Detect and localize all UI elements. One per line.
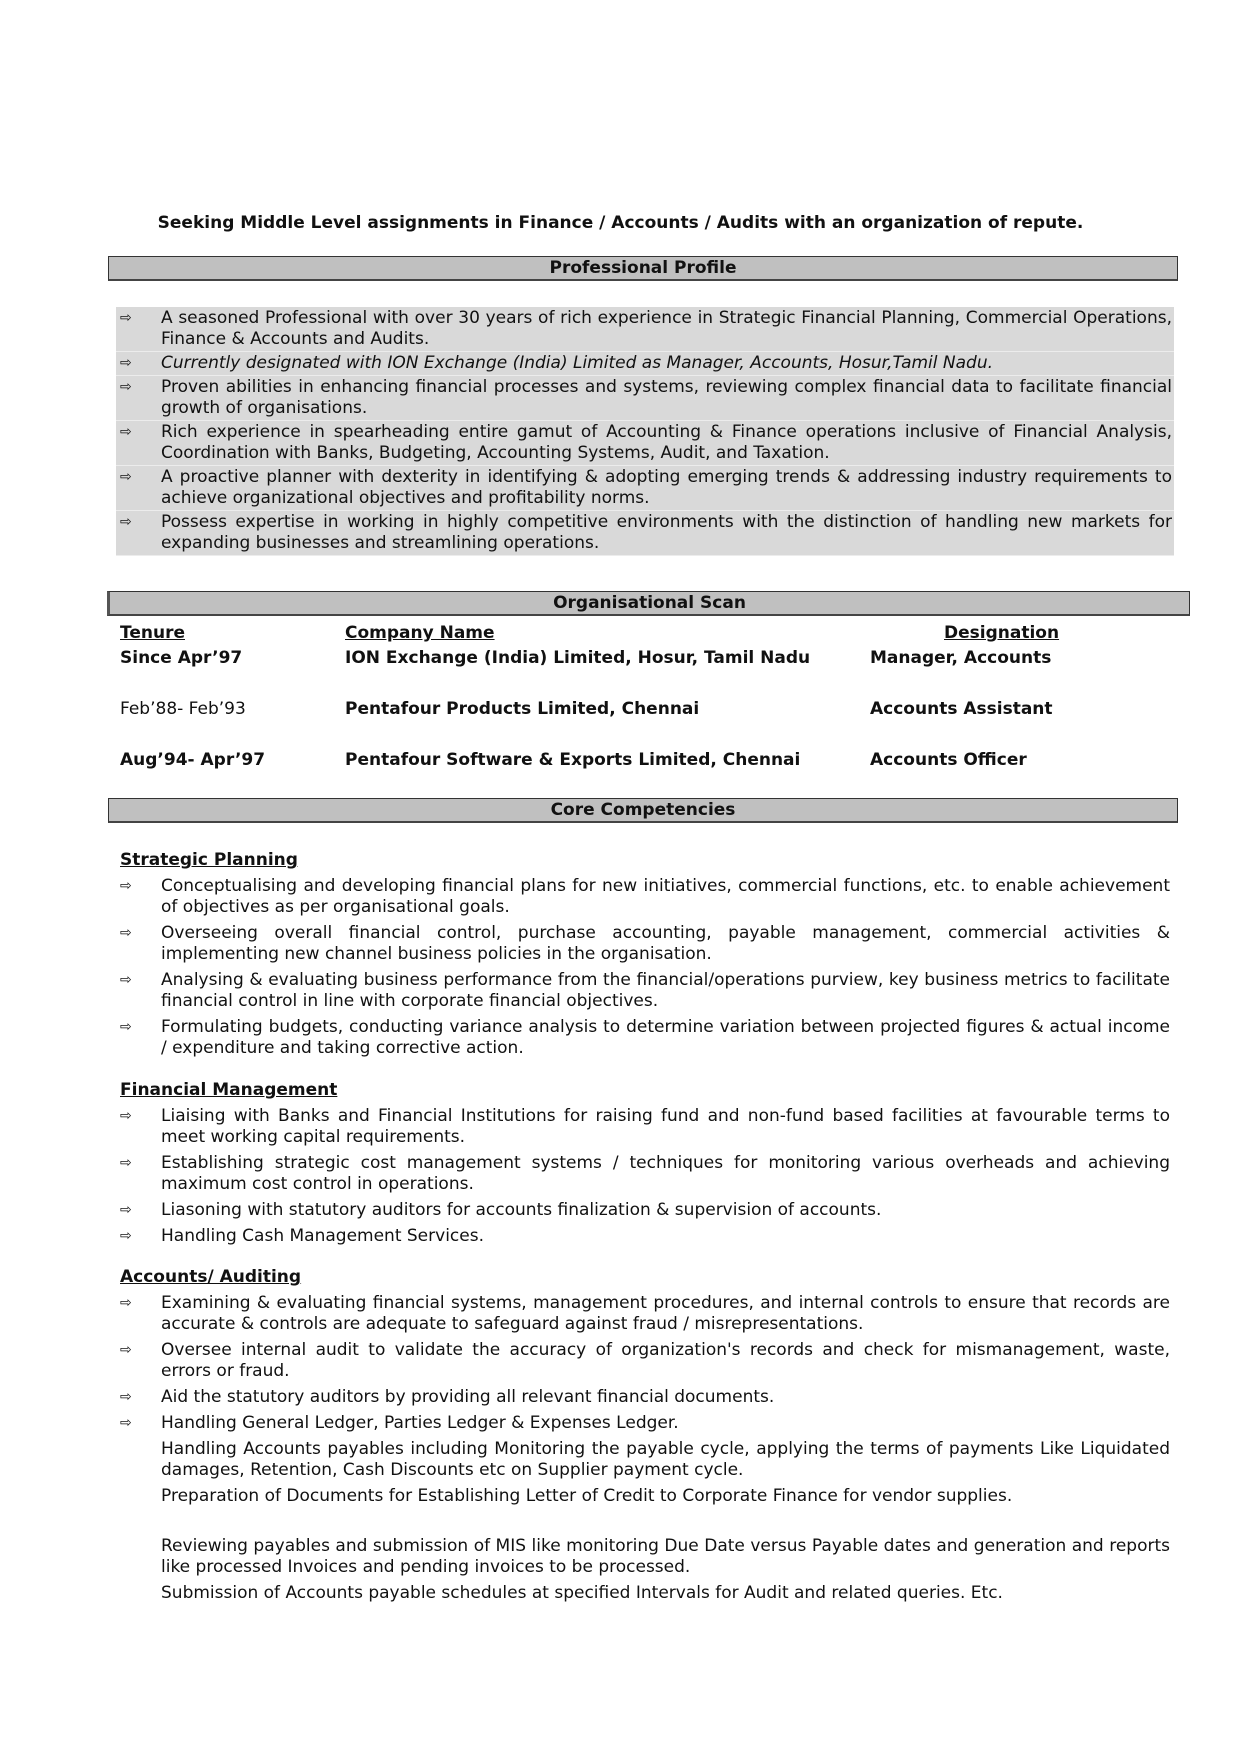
list-item-text: Establishing strategic cost management systems / techniques for monitoring various overheads and achieving maximum cost control in operations. <box>161 1153 1170 1194</box>
column-header-tenure: Tenure <box>120 623 185 643</box>
list-item-text: Formulating budgets, conducting variance analysis to determine variation between projected figures & actual income / expenditure and taking corrective action. <box>161 1017 1170 1058</box>
org-tenure: Feb’88- Feb’93 <box>120 699 246 719</box>
subheading-financial-management: Financial Management <box>120 1080 338 1100</box>
arrow-bullet-icon: ⇨ <box>120 925 132 941</box>
arrow-bullet-icon: ⇨ <box>120 1202 132 1218</box>
list-item <box>116 1017 1170 1059</box>
list-item-text: Oversee internal audit to validate the accuracy of organization's records and check for mismanagement, waste, errors or fraud. <box>161 1340 1170 1381</box>
profile-item <box>116 421 1174 466</box>
arrow-bullet-icon: ⇨ <box>120 878 132 894</box>
list-item-text: Analysing & evaluating business performance from the financial/operations purview, key business metrics to facilitate financial control in line with corporate financial objectives. <box>161 970 1170 1011</box>
profile-item-text: Possess expertise in working in highly competitive environments with the distinction of handling new markets for expanding businesses and streamlining operations. <box>161 512 1172 553</box>
list-item-text: Reviewing payables and submission of MIS like monitoring Due Date versus Payable dates and generation and reports like processed Invoices and pending invoices to be processed. <box>161 1536 1170 1577</box>
list-item <box>116 1536 1170 1578</box>
list-item-text: Aid the statutory auditors by providing all relevant financial documents. <box>161 1387 775 1407</box>
column-header-designation: Designation <box>944 623 1060 643</box>
list-item <box>116 876 1170 918</box>
profile-item <box>116 511 1174 556</box>
list-item <box>116 1583 1170 1604</box>
arrow-bullet-icon: ⇨ <box>120 469 132 485</box>
financial-management-list <box>116 1106 1170 1252</box>
list-item <box>116 1340 1170 1382</box>
org-company: ION Exchange (India) Limited, Hosur, Tamil Nadu <box>345 648 811 668</box>
list-item <box>116 1486 1170 1507</box>
org-designation: Accounts Officer <box>870 750 1027 770</box>
subheading-strategic-planning: Strategic Planning <box>120 850 298 870</box>
list-item-text: Conceptualising and developing financial plans for new initiatives, commercial functions, etc. to enable achievement of objectives as per organisational goals. <box>161 876 1170 917</box>
list-item-text: Examining & evaluating financial systems, management procedures, and internal controls to ensure that records are accurate & controls are adequate to safeguard against fraud / misrepresentations. <box>161 1293 1170 1334</box>
arrow-bullet-icon: ⇨ <box>120 1019 132 1035</box>
arrow-bullet-icon: ⇨ <box>120 514 132 530</box>
profile-item-text: Currently designated with ION Exchange (India) Limited as Manager, Accounts, Hosur,Tamil Nadu. <box>161 353 994 373</box>
accounts-auditing-list <box>116 1293 1170 1609</box>
profile-item <box>116 307 1174 352</box>
list-item <box>116 970 1170 1012</box>
strategic-planning-list <box>116 876 1170 1064</box>
arrow-bullet-icon: ⇨ <box>120 972 132 988</box>
professional-profile-list <box>116 307 1174 556</box>
profile-item-text: A seasoned Professional with over 30 years of rich experience in Strategic Financial Planning, Commercial Operations, Finance & Accounts and Audits. <box>161 308 1172 349</box>
arrow-bullet-icon: ⇨ <box>120 1415 132 1431</box>
list-item <box>116 1387 1170 1408</box>
list-item-text: Preparation of Documents for Establishing Letter of Credit to Corporate Finance for vendor supplies. <box>161 1486 1013 1506</box>
list-item-text: Liaising with Banks and Financial Institutions for raising fund and non-fund based facilities at favourable terms to meet working capital requirements. <box>161 1106 1170 1147</box>
list-item <box>116 923 1170 965</box>
list-item-text: Handling Accounts payables including Monitoring the payable cycle, applying the terms of payments Like Liquidated damages, Retention, Cash Discounts etc on Supplier payment cycle. <box>161 1439 1170 1480</box>
profile-item <box>116 376 1174 421</box>
arrow-bullet-icon: ⇨ <box>120 1228 132 1244</box>
column-header-company: Company Name <box>345 623 495 643</box>
arrow-bullet-icon: ⇨ <box>120 1342 132 1358</box>
list-item <box>116 1200 1170 1221</box>
objective-statement: Seeking Middle Level assignments in Finance / Accounts / Audits with an organization of repute. <box>157 213 1084 233</box>
list-item-text: Liasoning with statutory auditors for accounts finalization & supervision of accounts. <box>161 1200 882 1220</box>
section-header-organisational-scan: Organisational Scan <box>107 591 1190 616</box>
subheading-accounts-auditing: Accounts/ Auditing <box>120 1267 302 1287</box>
arrow-bullet-icon: ⇨ <box>120 379 132 395</box>
list-item <box>116 1439 1170 1481</box>
profile-item-text: Proven abilities in enhancing financial processes and systems, reviewing complex financial data to facilitate financial growth of organisations. <box>161 377 1172 418</box>
section-header-professional-profile: Professional Profile <box>108 256 1178 281</box>
org-company: Pentafour Software & Exports Limited, Chennai <box>345 750 801 770</box>
list-item <box>116 1413 1170 1434</box>
arrow-bullet-icon: ⇨ <box>120 355 132 371</box>
profile-item-text: A proactive planner with dexterity in identifying & adopting emerging trends & addressing industry requirements to achieve organizational objectives and profitability norms. <box>161 467 1172 508</box>
arrow-bullet-icon: ⇨ <box>120 1389 132 1405</box>
list-item <box>116 1293 1170 1335</box>
org-designation: Manager, Accounts <box>870 648 1052 668</box>
list-item-text: Handling Cash Management Services. <box>161 1226 484 1246</box>
org-designation: Accounts Assistant <box>870 699 1053 719</box>
org-tenure: Since Apr’97 <box>120 648 243 668</box>
list-item <box>116 1226 1170 1247</box>
arrow-bullet-icon: ⇨ <box>120 1155 132 1171</box>
list-item-text: Submission of Accounts payable schedules at specified Intervals for Audit and related queries. Etc. <box>161 1583 1003 1603</box>
arrow-bullet-icon: ⇨ <box>120 310 132 326</box>
list-item <box>116 1153 1170 1195</box>
profile-item <box>116 352 1174 376</box>
org-tenure: Aug’94- Apr’97 <box>120 750 266 770</box>
section-header-core-competencies: Core Competencies <box>108 798 1178 823</box>
arrow-bullet-icon: ⇨ <box>120 1108 132 1124</box>
org-company: Pentafour Products Limited, Chennai <box>345 699 700 719</box>
arrow-bullet-icon: ⇨ <box>120 424 132 440</box>
list-item-text: Overseeing overall financial control, purchase accounting, payable management, commercial activities & implementing new channel business policies in the organisation. <box>161 923 1170 964</box>
list-item <box>116 1106 1170 1148</box>
arrow-bullet-icon: ⇨ <box>120 1295 132 1311</box>
profile-item-text: Rich experience in spearheading entire gamut of Accounting & Finance operations inclusive of Financial Analysis, Coordination with Banks, Budgeting, Accounting Systems, Audit, and Taxation. <box>161 422 1172 463</box>
list-item-text: Handling General Ledger, Parties Ledger & Expenses Ledger. <box>161 1413 679 1433</box>
profile-item <box>116 466 1174 511</box>
